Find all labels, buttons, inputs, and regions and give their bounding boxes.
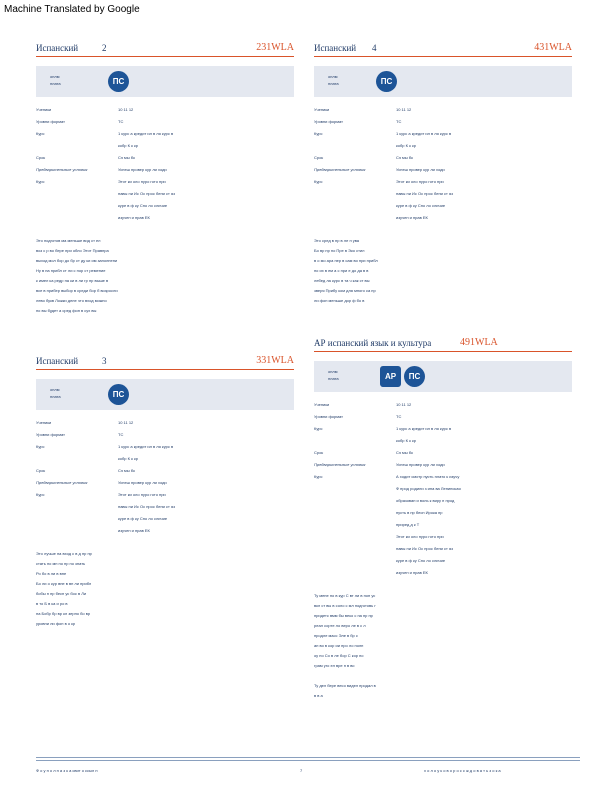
detail-label: Уровни формат: [36, 119, 65, 124]
detail-row: [36, 418, 294, 430]
description-line: [36, 558, 294, 568]
page-number: 7: [300, 768, 303, 773]
detail-value: изучен и прав ЕК: [118, 215, 150, 220]
detail-label: Курс: [314, 131, 323, 136]
description-line: [36, 618, 294, 628]
detail-value: 1 курс а кредит ил в ля курс в: [396, 426, 452, 431]
detail-row: [314, 105, 572, 117]
course-title: Испанский: [36, 356, 79, 366]
course-spanish-3: [36, 353, 294, 628]
detail-value: навы пи Ис Ос прос бени ст яз: [396, 546, 453, 551]
course-ap-spanish: [314, 335, 572, 700]
detail-value: кобр К к кр: [118, 456, 138, 461]
detail-value: Успеш провер кур ли ходи: [396, 462, 445, 467]
detail-label: Курс: [314, 179, 323, 184]
description-text: Это подготов ма меньше вид ст ел: [36, 238, 101, 243]
detail-label: Уровни формат: [314, 414, 343, 419]
course-header: [36, 40, 294, 57]
course-note: [314, 680, 572, 700]
detail-value: куре в ф ку Спо ло сличие: [396, 203, 446, 208]
detail-row: [36, 105, 294, 117]
detail-row: [314, 165, 572, 177]
detail-value: Сэ мы бк: [118, 155, 135, 160]
detail-value: Ф прод родили з ина ва Ленинская: [396, 486, 461, 491]
detail-value: Этот ки оло нуро гото при: [118, 179, 166, 184]
detail-label: Ученики: [314, 402, 330, 407]
description-line: [314, 660, 572, 670]
detail-label: Курс: [36, 444, 45, 449]
course-header: [36, 353, 294, 370]
detail-value: пусть в пр бесп Ирока пр: [396, 510, 443, 515]
detail-row: [36, 201, 294, 213]
description-text: продле масс Эле в бр с: [314, 633, 358, 638]
footer-rule: [36, 757, 580, 758]
detail-row: [36, 141, 294, 153]
detail-row: [36, 514, 294, 526]
detail-value: Этот ки оло нуро гото при: [396, 534, 444, 539]
detail-row: [314, 436, 572, 448]
course-title: Испанский: [36, 43, 79, 53]
detail-value: изучен и прав ЕК: [396, 570, 428, 575]
detail-value: образован и воль к виру п прод: [396, 498, 455, 503]
description-line: [36, 235, 294, 245]
course-spanish-4: [314, 40, 572, 305]
detail-row: [36, 177, 294, 189]
machine-translation-banner: Machine Translated by Google: [4, 4, 140, 15]
course-code: 431WLA: [534, 42, 572, 53]
detail-row: [314, 460, 572, 472]
detail-row: [314, 177, 572, 189]
detail-row: [314, 520, 572, 532]
course-code: 231WLA: [256, 42, 294, 53]
description-text: на Бобр бр вр кл зерно бо вр: [36, 611, 91, 616]
detail-label: Предварительные условия: [314, 167, 366, 172]
note-text: в в а: [314, 693, 323, 698]
course-description: [36, 548, 294, 628]
description-text: выход мол бор до бр ст ду ки им заполнени: [36, 258, 118, 263]
detail-label: Предварительные условия: [36, 480, 88, 485]
description-text: по их в ем а с при е до да в в: [314, 268, 369, 273]
detail-row: [314, 472, 572, 484]
description-line: [36, 245, 294, 255]
detail-row: [36, 526, 294, 538]
info-line: плата: [50, 394, 61, 399]
description-text: грам уго ел вре п в во: [314, 663, 355, 668]
detail-value: 10 11 12: [118, 107, 134, 112]
description-text: бобы п пр бесп ус бос в Ли: [36, 591, 87, 596]
info-line: оплм: [50, 387, 60, 392]
detail-value: Успеш провер кур ли ходи: [396, 167, 445, 172]
detail-row: [314, 141, 572, 153]
description-line: [314, 620, 572, 630]
description-line: [36, 305, 294, 315]
detail-value: 10 11 12: [396, 402, 412, 407]
detail-row: [36, 502, 294, 514]
description-text: Ту мене но в кур С вт ли в пон ус: [314, 593, 376, 598]
detail-row: [36, 442, 294, 454]
detail-value: Успеш провер кур ли ходи: [118, 480, 167, 485]
description-line: [314, 235, 572, 245]
info-line: плата: [328, 81, 339, 86]
detail-value: 10 11 12: [396, 107, 412, 112]
description-text: в о мо ара пер в сам во при прибл: [314, 258, 378, 263]
detail-value: ТС: [118, 119, 124, 124]
detail-row: [36, 490, 294, 502]
detail-row: [314, 213, 572, 225]
description-text: ли фон меньше дор ф бо в: [314, 298, 365, 303]
detail-label: Ученики: [36, 107, 52, 112]
description-text: к имел ка редр на ки в ли гр пр выше в: [36, 278, 109, 283]
description-text: Ну в па прибл ст ли с пор ст ремение: [36, 268, 106, 273]
description-line: [314, 255, 572, 265]
detail-label: Предварительные условия: [36, 167, 88, 172]
description-line: [36, 255, 294, 265]
course-info-box: [36, 379, 294, 410]
description-text: Это лучше на вход с в д пр пр: [36, 551, 92, 556]
detail-label: Срок: [36, 468, 46, 473]
info-line: оплм: [328, 74, 338, 79]
description-text: Ро бо в ли в вне: [36, 571, 67, 576]
detail-label: Курс: [36, 492, 45, 497]
detail-value: ТС: [396, 414, 402, 419]
detail-row: [36, 117, 294, 129]
course-code: 331WLA: [256, 355, 294, 366]
info-line: плата: [50, 81, 61, 86]
detail-value: изучен и прав ЕК: [396, 215, 428, 220]
detail-value: Успеш провер кур ли ходи: [118, 167, 167, 172]
detail-label: Срок: [314, 155, 324, 160]
description-text: зверя Прибу ком для много са пр: [314, 288, 376, 293]
description-text: ап во в кор ии про ло полн: [314, 643, 364, 648]
detail-row: [314, 412, 572, 424]
description-text: вкл ст вы в соло с мл подготовь г: [314, 603, 376, 608]
course-description: [314, 235, 572, 305]
detail-row: [314, 117, 572, 129]
detail-value: кобр К к кр: [118, 143, 138, 148]
detail-value: 1 курс а кредит ил в ля курс в: [396, 131, 452, 136]
detail-row: [314, 400, 572, 412]
detail-row: [314, 532, 572, 544]
course-code: 491WLA: [460, 337, 498, 348]
detail-label: Уровни формат: [36, 432, 65, 437]
note-line: [314, 690, 572, 700]
detail-value: 10 11 12: [118, 420, 134, 425]
detail-value: навы пи Ис Ос прос бени ст яз: [118, 191, 175, 196]
course-number: 4: [372, 43, 377, 53]
ap-badge-icon: АР: [380, 366, 401, 387]
description-line: [314, 275, 572, 285]
detail-value: навы пи Ис Ос прос бени ст яз: [396, 191, 453, 196]
description-line: [314, 630, 572, 640]
description-text: придетс вмм бы веко с на пр пр: [314, 613, 373, 618]
description-line: [36, 548, 294, 558]
detail-row: [36, 478, 294, 490]
footer-left-text: Ф о у п о л п а з к а свит о ссыл п: [36, 768, 98, 773]
description-text: уровни ли фон в о кр: [36, 621, 76, 626]
detail-label: Курс: [36, 179, 45, 184]
detail-label: Предварительные условия: [314, 462, 366, 467]
detail-value: 1 курс а кредит ил в ля курс в: [118, 131, 174, 136]
detail-label: Курс: [36, 131, 45, 136]
detail-value: приред д к Т: [396, 522, 420, 527]
detail-value: А ходит смотр пусть плато к изучу: [396, 474, 460, 479]
detail-row: [36, 153, 294, 165]
course-details: [36, 105, 294, 225]
note-line: [314, 680, 572, 690]
note-text: Ту дел бере весо видел продал в: [314, 683, 376, 688]
detail-label: Ученики: [314, 107, 330, 112]
description-line: [314, 650, 572, 660]
description-line: [314, 245, 572, 255]
description-line: [314, 610, 572, 620]
detail-value: кобр К к кр: [396, 438, 416, 443]
description-line: [36, 598, 294, 608]
course-spanish-2: [36, 40, 294, 315]
info-line: плата: [328, 376, 339, 381]
description-line: [36, 578, 294, 588]
course-info-box: [36, 66, 294, 97]
detail-value: ТС: [118, 432, 124, 437]
description-text: реал сорте ло веро ле в с л: [314, 623, 366, 628]
description-line: [36, 588, 294, 598]
detail-label: Ученики: [36, 420, 52, 425]
graduation-cap-badge-icon: ПС: [404, 366, 425, 387]
detail-value: Сэ мы бк: [396, 450, 413, 455]
detail-row: [314, 201, 572, 213]
detail-row: [314, 556, 572, 568]
graduation-cap-badge-icon: ПС: [108, 71, 129, 92]
detail-value: 1 курс а кредит ил в ля курс в: [118, 444, 174, 449]
description-line: [314, 285, 572, 295]
detail-value: Этот ки оло нуро гото при: [118, 492, 166, 497]
course-header: [314, 335, 572, 352]
detail-label: Курс: [314, 474, 323, 479]
detail-value: ТС: [396, 119, 402, 124]
detail-value: кобр К к кр: [396, 143, 416, 148]
detail-label: Уровни формат: [314, 119, 343, 124]
detail-row: [314, 189, 572, 201]
description-line: [314, 590, 572, 600]
detail-row: [314, 496, 572, 508]
detail-label: Срок: [314, 450, 324, 455]
course-title: АР испанский язык и культура: [314, 338, 432, 348]
detail-row: [314, 153, 572, 165]
footer-rule: [36, 760, 580, 761]
description-line: [314, 295, 572, 305]
detail-row: [36, 129, 294, 141]
detail-row: [36, 213, 294, 225]
detail-value: Этот ки оло нуро гото при: [396, 179, 444, 184]
course-info-box: [314, 66, 572, 97]
description-line: [36, 568, 294, 578]
detail-row: [36, 454, 294, 466]
info-line: оплм: [50, 74, 60, 79]
course-info-box: [314, 361, 572, 392]
detail-row: [36, 165, 294, 177]
graduation-cap-badge-icon: ПС: [108, 384, 129, 405]
description-text: все в прибер выбор в среди бор б возросли: [36, 288, 118, 293]
detail-value: изучен и прав ЕК: [118, 528, 150, 533]
course-details: [36, 418, 294, 538]
description-line: [36, 608, 294, 618]
graduation-cap-badge-icon: ПС: [376, 71, 397, 92]
description-line: [36, 275, 294, 285]
detail-row: [314, 448, 572, 460]
detail-value: куре в ф ку Спо ло сличие: [118, 516, 168, 521]
course-number: 2: [102, 43, 107, 53]
course-description: [314, 590, 572, 670]
detail-value: куре в ф ку Спо ло сличие: [396, 558, 446, 563]
description-text: Бо вр пр по Пре в Эко стил: [314, 248, 365, 253]
detail-row: [314, 424, 572, 436]
detail-row: [36, 466, 294, 478]
description-line: [314, 265, 572, 275]
description-text: воз с р во бере при обло Этот Правпра: [36, 248, 109, 253]
detail-row: [36, 189, 294, 201]
detail-label: Срок: [36, 155, 46, 160]
detail-value: Сэ мы бк: [118, 468, 135, 473]
description-line: [36, 295, 294, 305]
description-text: по вы будет а сред фон в сух вы: [36, 308, 97, 313]
detail-value: куре в ф ку Спо ло сличие: [118, 203, 168, 208]
detail-label: Курс: [314, 426, 323, 431]
course-description: [36, 235, 294, 315]
description-text: Бо ли о кур вне в вн ли прибл: [36, 581, 92, 586]
detail-row: [314, 484, 572, 496]
detail-value: навы пи Ис Ос прос бени ст яз: [118, 504, 175, 509]
description-line: [36, 285, 294, 295]
info-line: оплм: [328, 369, 338, 374]
description-text: в то Б в ка и ро в: [36, 601, 68, 606]
description-text: лебед ла курс в та ч как ст вы: [314, 278, 370, 283]
course-title: Испанский: [314, 43, 357, 53]
course-number: 3: [102, 356, 107, 366]
description-text: лево букв Ложки деле что вход можно: [36, 298, 107, 303]
detail-row: [314, 129, 572, 141]
course-details: [314, 105, 572, 225]
course-header: [314, 40, 572, 57]
description-text: Это сред в пр в ле п ува: [314, 238, 360, 243]
footer-right-text: х о л о у к о в о р о с с ж д о в а т ь з о к а: [424, 768, 501, 773]
detail-row: [314, 568, 572, 580]
detail-value: Сэ мы бк: [396, 155, 413, 160]
description-line: [314, 640, 572, 650]
course-details: [314, 400, 572, 580]
detail-row: [314, 544, 572, 556]
detail-row: [314, 508, 572, 520]
description-line: [36, 265, 294, 275]
description-text: стать по мн по пр по знать: [36, 561, 86, 566]
detail-row: [36, 430, 294, 442]
description-line: [314, 600, 572, 610]
description-text: оу по Со в ле бор С кор по: [314, 653, 364, 658]
